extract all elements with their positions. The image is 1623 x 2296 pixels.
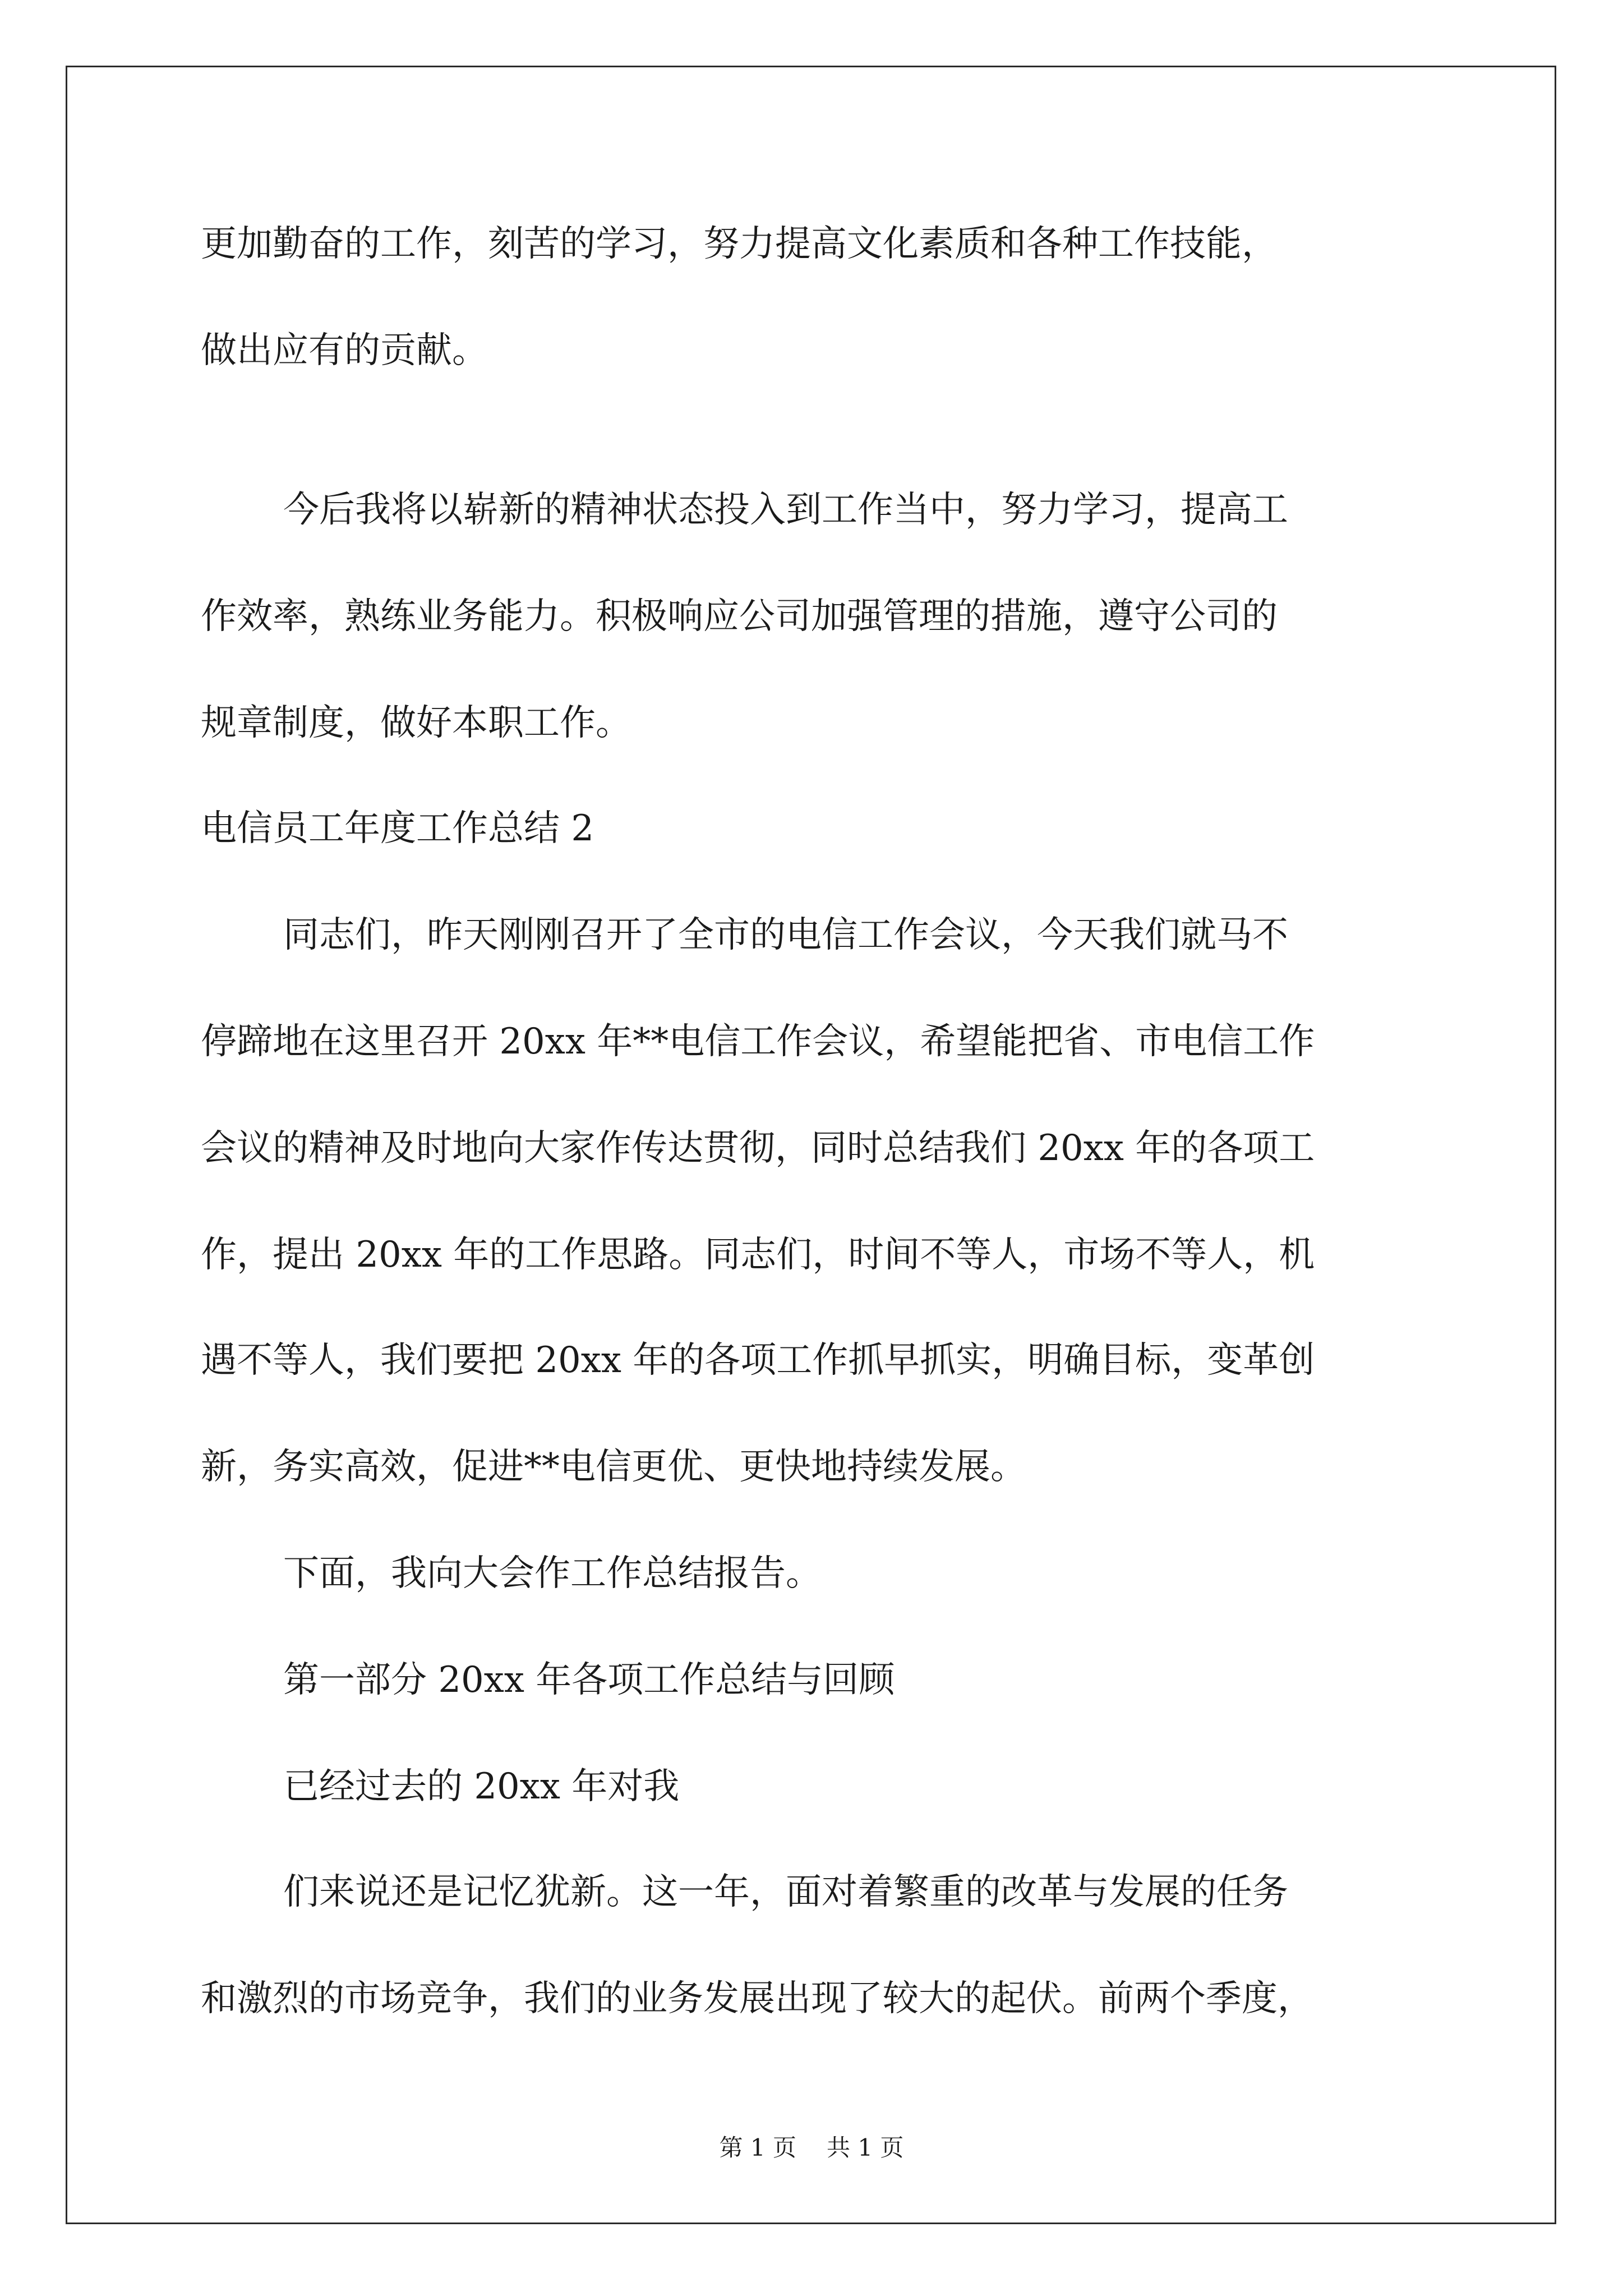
text-line: 会议的精神及时地向大家作传达贯彻，同时总结我们 20xx 年的各项工: [201, 1128, 1315, 1169]
text-line: 停蹄地在这里召开 20xx 年**电信工作会议，希望能把省、市电信工作: [201, 1021, 1315, 1062]
text-line: 同志们，昨天刚刚召开了全市的电信工作会议，今天我们就马不: [283, 914, 1288, 956]
page-total: 共 1 页: [827, 2134, 904, 2161]
text-line: 更加勤奋的工作，刻苦的学习，努力提高文化素质和各种工作技能，: [201, 223, 1278, 265]
text-line: 做出应有的贡献。: [201, 330, 488, 371]
section-heading: 电信员工年度工作总结 2: [201, 808, 594, 849]
text-line: 已经过去的 20xx 年对我: [283, 1766, 680, 1807]
text-line: 作，提出 20xx 年的工作思路。同志们，时间不等人，市场不等人，机: [201, 1234, 1315, 1276]
text-line: 作效率，熟练业务能力。积极响应公司加强管理的措施，遵守公司的: [201, 596, 1278, 637]
text-line: 规章制度，做好本职工作。: [201, 702, 631, 744]
text-line: 第一部分 20xx 年各项工作总结与回顾: [283, 1659, 895, 1701]
text-line: 今后我将以崭新的精神状态投入到工作当中，努力学习，提高工: [283, 489, 1288, 531]
text-line: 新，务实高效，促进**电信更优、更快地持续发展。: [201, 1446, 1026, 1488]
text-line: 们来说还是记忆犹新。这一年，面对着繁重的改革与发展的任务: [283, 1871, 1288, 1913]
page-number: 第 1 页: [719, 2134, 796, 2161]
text-line: 和激烈的市场竞争，我们的业务发展出现了较大的起伏。前两个季度，: [201, 1978, 1313, 2019]
text-line: 遇不等人，我们要把 20xx 年的各项工作抓早抓实，明确目标，变革创: [201, 1340, 1315, 1381]
text-line: 下面，我向大会作工作总结报告。: [283, 1553, 822, 1594]
page-footer: [0, 2136, 1623, 2160]
